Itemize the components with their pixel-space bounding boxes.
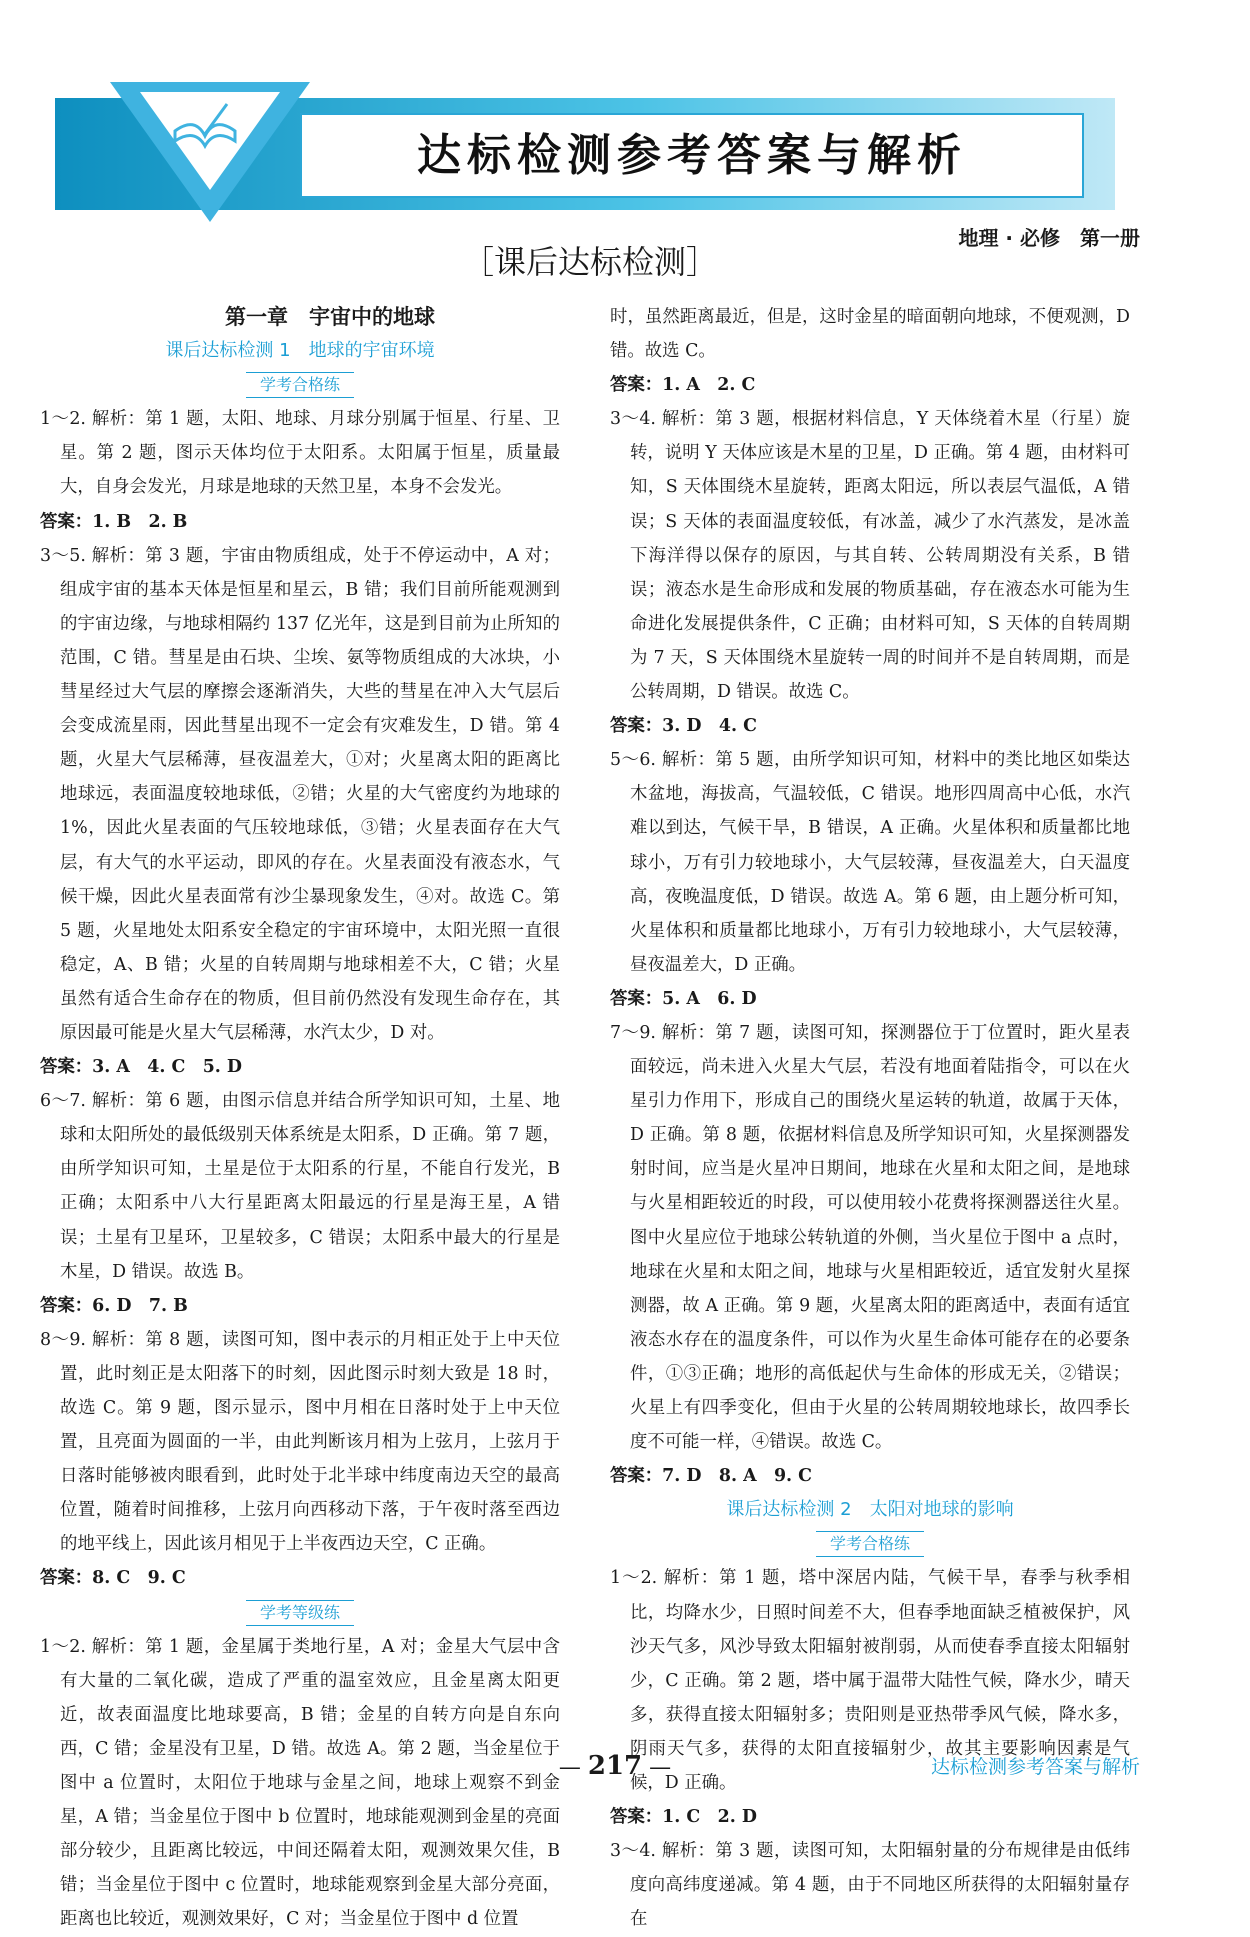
answer-line: 答案：8. C 9. C <box>40 1568 186 1589</box>
footer-caption: 达标检测参考答案与解析 <box>930 1756 1140 1778</box>
question-explanation: 5～6. 解析：第 5 题，由所学知识可知，材料中的类比地区如柴达木盆地，海拔高，气温较低，C 错误。地形四周高中心低，水汽难以到达，气候干旱，B 错误，A 正确。火星体积和质量都比地球小，万有引力较地球小，大气层较薄，昼夜温差大，白天温度高，夜晚温度低，D 错误。故选 A。第 6 题，由上题分析可知，火星体积和质量都比地球小，万有引力较地球小，大气层较薄，昼夜温差大，D 正确。 <box>610 750 1130 975</box>
chapter-title: 第一章 宇宙中的地球 <box>225 305 435 329</box>
left-column <box>40 300 560 1937</box>
continued-text: 时，虽然距离最近，但是，这时金星的暗面朝向地球，不便观测，D 错。故选 C。 <box>610 307 1130 362</box>
right-column <box>610 300 1130 1937</box>
question-explanation: 6～7. 解析：第 6 题，由图示信息并结合所学知识可知，土星、地球和太阳所处的最低级别天体系统是太阳系，D 正确。第 7 题，由所学知识可知，土星是位于太阳系的行星，不能自行发光，B 正确；太阳系中八大行星距离太阳最远的行星是海王星，A 错误；土星有卫星环，卫星较多，C 错误；太阳系中最大的行星是木星，D 错误。故选 B。 <box>40 1091 560 1282</box>
answer-line: 答案：3. D 4. C <box>610 716 757 737</box>
question-explanation: 1～2. 解析：第 1 题，太阳、地球、月球分别属于恒星、行星、卫星。第 2 题，图示天体均位于太阳系。太阳属于恒星，质量最大，自身会发光，月球是地球的天然卫星，本身不会发光。 <box>40 409 560 498</box>
level-tag: 学考合格练 <box>40 368 560 402</box>
answer-line: 答案：1. C 2. D <box>610 1807 757 1828</box>
page-number <box>500 1751 730 1781</box>
subject-label: 地理 · 必修 第一册 <box>958 226 1140 250</box>
page-number-value: 217 <box>587 1751 643 1781</box>
unit-title: 课后达标检测 1 地球的宇宙环境 <box>165 340 435 362</box>
level-tag: 学考合格练 <box>610 1527 1130 1561</box>
unit-title: 课后达标检测 2 太阳对地球的影响 <box>726 1499 1014 1521</box>
answer-line: 答案：1. B 2. B <box>40 511 188 532</box>
page-title: 达标检测参考答案与解析 <box>417 130 967 181</box>
level-tag: 学考等级练 <box>40 1596 560 1630</box>
question-explanation: 7～9. 解析：第 7 题，读图可知，探测器位于丁位置时，距火星表面较远，尚未进入火星大气层，若没有地面着陆指令，可以在火星引力作用下，形成自己的围绕火星运转的轨道，故属于天体，D 正确。第 8 题，依据材料信息及所学知识可知，火星探测器发射时间，应当是火星冲日期间，地球在火星和太阳之间，是地球与火星相距较近的时段，可以使用较小花费将探测器送往火星。图中火星应位于地球公转轨道的外侧，当火星位于图中 a 点时，地球在火星和太阳之间，地球与火星相距较近，适宜发射火星探测器，故 A 正确。第 9 题，火星离太阳的距离适中，表面有适宜液态水存在的温度条件，可以作为火星生命体可能存在的必要条件，①③正确；地形的高低起伏与生命体的形成无关，②错误；火星上有四季变化，但由于火星的公转周期较地球长，故四季长度不可能一样，④错误。故选 C。 <box>610 1022 1130 1453</box>
answer-line: 答案：5. A 6. D <box>610 988 757 1009</box>
question-explanation: 3～4. 解析：第 3 题，根据材料信息，Y 天体绕着木星（行星）旋转，说明 Y 天体应该是木星的卫星，D 正确。第 4 题，由材料可知，S 天体围绕木星旋转，距离太阳远，所以表层气温低，A 错误；S 天体的表面温度较低，有冰盖，减少了水汽蒸发，是冰盖下海洋得以保存的原因，与其自转、公转周期没有关系，B 错误；液态水是生命形成和发展的物质基础，存在液态水可能为生命进化发展提供条件，C 正确；由材料可知，S 天体的自转周期为 7 天，S 天体围绕木星旋转一周的时间并不是自转周期，而是公转周期，D 错误。故选 C。 <box>610 409 1130 703</box>
answer-line: 答案：1. A 2. C <box>610 375 756 396</box>
dash-left: — <box>558 1755 581 1780</box>
section-title: ［课后达标检测］ <box>461 243 718 281</box>
answer-line: 答案：6. D 7. B <box>40 1295 188 1316</box>
question-explanation: 1～2. 解析：第 1 题，塔中深居内陆，气候干旱，春季与秋季相比，均降水少，日照时间差不大，但春季地面缺乏植被保护，风沙天气多，风沙导致太阳辐射被削弱，从而使春季直接太阳辐射少，C 正确。第 2 题，塔中属于温带大陆性气候，降水少，晴天多，获得直接太阳辐射多；贵阳则是亚热带季风气候，降水多，阴雨天气多，获得的太阳直接辐射少，故其主要影响因素是气候，D 正确。 <box>610 1568 1130 1794</box>
question-explanation: 3～5. 解析：第 3 题，宇宙由物质组成，处于不停运动中，A 对；组成宇宙的基本天体是恒星和星云，B 错；我们目前所能观测到的宇宙边缘，与地球相隔约 137 亿光年，这是到目前为止所知的范围，C 错。彗星是由石块、尘埃、氨等物质组成的大冰块，小彗星经过大气层的摩擦会逐渐消失，大些的彗星在冲入大气层后会变成流星雨，因此彗星出现不一定会有灾难发生，D 错。第 4 题，火星大气层稀薄，昼夜温差大，①对；火星离太阳的距离比地球远，表面温度较地球低，②错；火星的大气密度约为地球的 1%，因此火星表面的气压较地球低，③错；火星表面存在大气层，有大气的水平运动，即风的存在。火星表面没有液态水，气候干燥，因此火星表面常有沙尘暴现象发生，④对。故选 C。第 5 题，火星地处太阳系安全稳定的宇宙环境中，太阳光照一直很稳定，A、B 错；火星的自转周期与地球相差不大，C 错；火星虽然有适合生命存在的物质，但目前仍然没有发现生命存在，其原因最可能是火星大气层稀薄，水汽太少，D 对。 <box>40 545 560 1043</box>
answer-line: 答案：3. A 4. C 5. D <box>40 1057 242 1078</box>
answer-line: 答案：7. D 8. A 9. C <box>610 1466 812 1487</box>
question-explanation: 8～9. 解析：第 8 题，读图可知，图中表示的月相正处于上中天位置，此时刻正是太阳落下的时刻，因此图示时刻大致是 18 时，故选 C。第 9 题，图示显示，图中月相在日落时处于上中天位置，且亮面为圆面的一半，由此判断该月相为上弦月，上弦月于日落时能够被肉眼看到，此时处于北半球中纬度南边天空的最高位置，随着时间推移，上弦月向西移动下落，于午夜时落至西边的地平线上，因此该月相见于上半夜西边天空，C 正确。 <box>40 1329 560 1555</box>
dash-right: — <box>649 1755 672 1780</box>
book-pen-icon <box>165 96 245 156</box>
question-explanation: 1～2. 解析：第 1 题，金星属于类地行星，A 对；金星大气层中含有大量的二氧化碳，造成了严重的温室效应，且金星离太阳更近，故表面温度比地球要高，B 错；金星的自转方向是自东向西，C 错；金星没有卫星，D 错。故选 A。第 2 题，当金星位于图中 a 位置时，太阳位于地球与金星之间，地球上观察不到金星，A 错；当金星位于图中 b 位置时，地球能观测到金星的亮面部分较少，且距离比较远，中间还隔着太阳，观测效果欠佳，B 错；当金星位于图中 c 位置时，地球能观察到金星大部分亮面，距离也比较近，观测效果好，C 对；当金星位于图中 d 位置 <box>40 1636 560 1930</box>
question-explanation: 3～4. 解析：第 3 题，读图可知，太阳辐射量的分布规律是由低纬度向高纬度递减。第 4 题，由于不同地区所获得的太阳辐射量存在 <box>610 1841 1130 1930</box>
